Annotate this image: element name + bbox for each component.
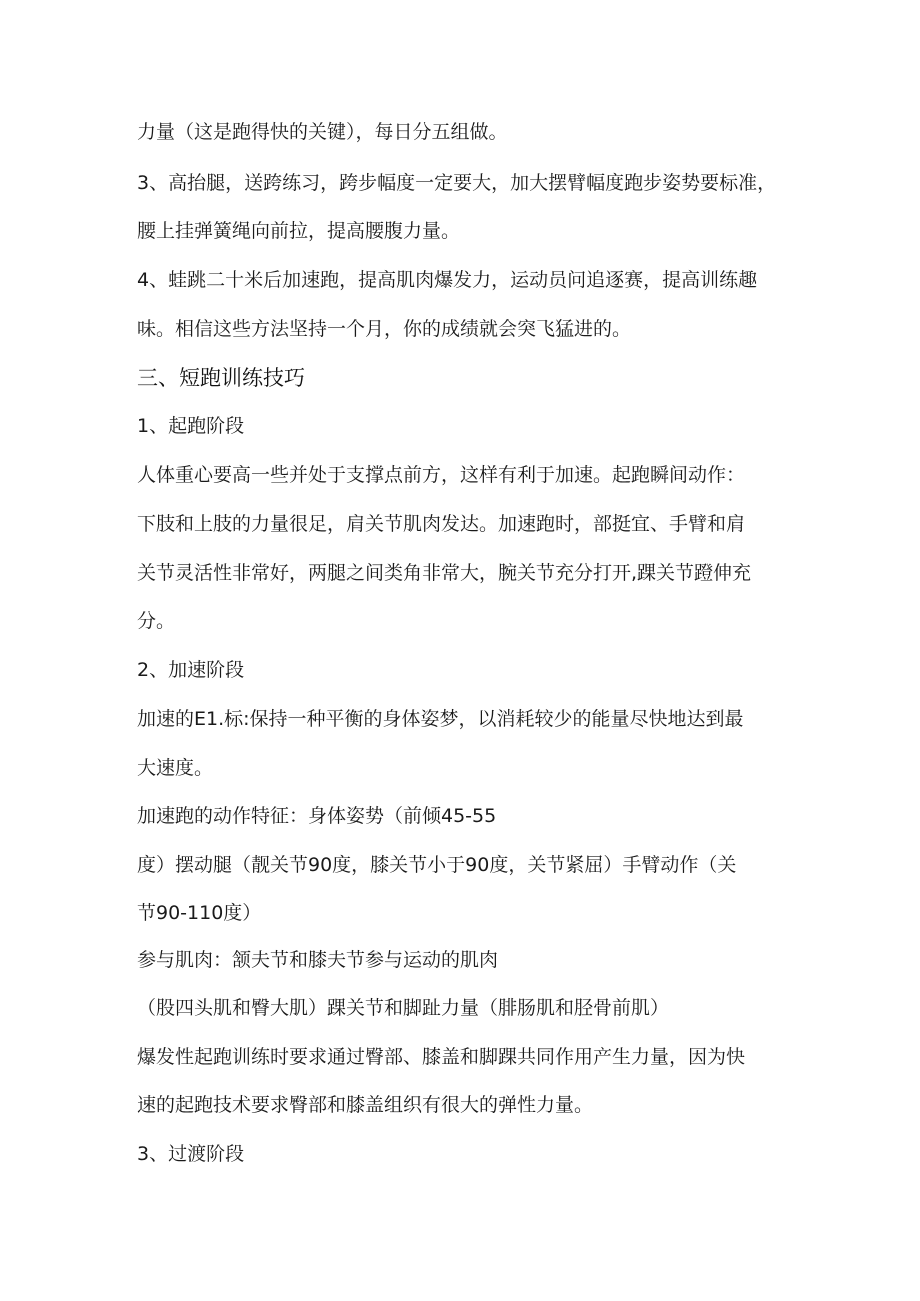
text-line: 关节灵活性非常好，两腿之间类角非常大，腕关节充分打开,踝关节蹬伸充 (137, 562, 752, 584)
text-line: 速的起跑技术要求臀部和膝盖组织有很大的弹性力量。 (137, 1094, 594, 1116)
text-line: 味。相信这些方法坚持一个月，你的成绩就会突飞猛进的。 (137, 318, 632, 340)
text-line: 腰上挂弹簧绳向前拉，提高腰腹力量。 (137, 220, 461, 242)
text-line: 4、蛙跳二十米后加速跑，提高肌肉爆发力，运动员问追逐赛，提高训练趣 (137, 269, 758, 291)
text-line: 大速度。 (137, 757, 214, 779)
text-line: 加速跑的动作特征：身体姿势（前倾45-55 (137, 805, 497, 827)
text-line: 下肢和上肢的力量很足，肩关节肌肉发达。加速跑时，部挺宜、手臂和肩 (137, 513, 746, 535)
section-heading: 三、短跑训练技巧 (137, 366, 305, 390)
subsection-heading: 3、过渡阶段 (137, 1143, 245, 1165)
text-line: 爆发性起跑训练时要求通过臀部、膝盖和脚踝共同作用产生力量，因为快 (137, 1046, 746, 1068)
subsection-heading: 1、起跑阶段 (137, 415, 245, 437)
subsection-heading: 2、加速阶段 (137, 659, 245, 681)
text-line: 参与肌肉：颔夫节和膝夫节参与运动的肌肉 (137, 949, 499, 971)
text-line: 3、高抬腿，送跨练习，跨步幅度一定要大，加大摆臂幅度跑步姿势要标准， (137, 172, 777, 194)
text-line: 人体重心要高一些并处于支撑点前方，这样有利于加速。起跑瞬间动作： (137, 464, 746, 486)
text-line: 力量（这是跑得快的关键），每日分五组做。 (137, 121, 508, 143)
text-line: 度）摆动腿（靓关节90度，膝关节小于90度，关节紧屈）手臂动作（关 (137, 854, 737, 876)
text-line: 节90-110度） (137, 902, 262, 924)
text-line: 分。 (137, 610, 176, 632)
text-line: 加速的E1.标:保持一种平衡的身体姿梦，以消耗较少的能量尽快地达到最 (137, 708, 744, 730)
text-line: （股四头肌和臀大肌）踝关节和脚趾力量（腓肠肌和胫骨前肌） (137, 997, 670, 1019)
